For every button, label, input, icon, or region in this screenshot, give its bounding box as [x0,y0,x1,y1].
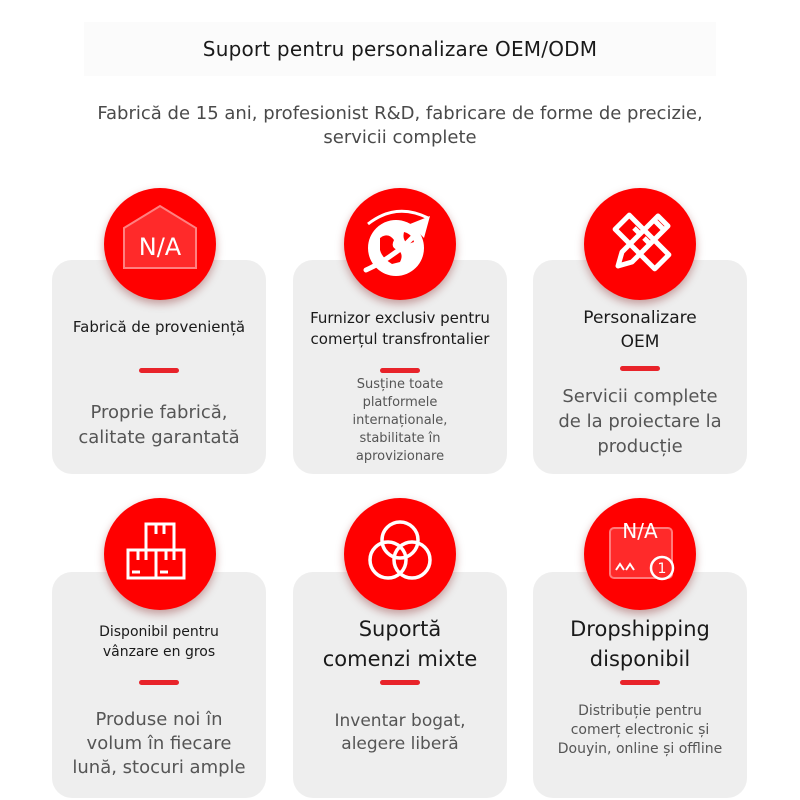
card-desc-line: stabilitate în [359,431,441,446]
card-desc-line: volum în fiecare [86,733,232,754]
package-na-icon [584,498,696,610]
card-description [60,708,258,780]
card-description [541,384,739,459]
page-title: Suport pentru personalizare OEM/ODM [202,37,598,61]
card-title-line: Disponibil pentru [99,624,219,640]
card-title-line: OEM [620,332,660,352]
card-divider [139,368,179,373]
factory-na-icon [104,188,216,300]
card-desc-line: lună, stocuri ample [72,757,246,778]
card-description [541,702,739,759]
card-title-line: Furnizor exclusiv pentru [310,309,490,327]
title-banner [84,22,716,76]
card-desc-line: producție [597,436,683,457]
card-title [533,306,747,354]
card-title-line: Personalizare [583,308,697,328]
card-description [301,710,499,756]
card-title-line: Suportă [358,617,442,641]
card-description [301,376,499,466]
subtitle-line: servicii complete [323,127,477,148]
card-title [533,614,747,674]
page-subtitle [60,102,740,150]
card-desc-line: de la proiectare la [558,411,722,432]
subtitle-line: Fabrică de 15 ani, profesionist R&D, fabricare de forme de precizie, [97,103,703,124]
card-desc-line: Proprie fabrică, [90,402,228,423]
pencil-ruler-icon [584,188,696,300]
card-desc-line: comerț electronic și [570,722,710,738]
card-desc-line: alegere liberă [341,734,459,754]
card-title-line: Fabrică de proveniență [72,318,246,336]
card-title [293,614,507,674]
card-divider [620,366,660,371]
card-divider [380,680,420,685]
card-divider [139,680,179,685]
card-desc-line: Susține toate [356,377,444,392]
card-divider [380,368,420,373]
card-title-line: comenzi mixte [322,647,478,671]
card-desc-line: Produse noi în [95,709,223,730]
card-description [60,400,258,450]
card-title [52,622,266,662]
card-divider [620,680,660,685]
three-circles-icon [344,498,456,610]
card-title-line: Dropshipping [570,617,710,641]
icon-badge-text: 1 [657,561,667,577]
card-desc-line: aprovizionare [355,449,445,464]
card-desc-line: Inventar bogat, [334,711,466,731]
icon-na-text: N/A [622,519,658,543]
icon-na-text: N/A [138,233,182,261]
card-desc-line: calitate garantată [78,427,240,448]
card-desc-line: platformele [362,395,438,410]
card-title-line: disponibil [589,647,691,671]
card-desc-line: Servicii complete [562,386,718,407]
card-desc-line: Douyin, online și offline [557,741,723,757]
globe-arrow-icon [344,188,456,300]
stacked-boxes-icon [104,498,216,610]
card-desc-line: internaționale, [352,413,448,428]
card-desc-line: Distribuție pentru [578,703,702,719]
card-title [293,308,507,350]
card-title [52,317,266,337]
card-title-line: vânzare en gros [102,644,216,660]
card-title-line: comerțul transfrontalier [310,330,490,348]
